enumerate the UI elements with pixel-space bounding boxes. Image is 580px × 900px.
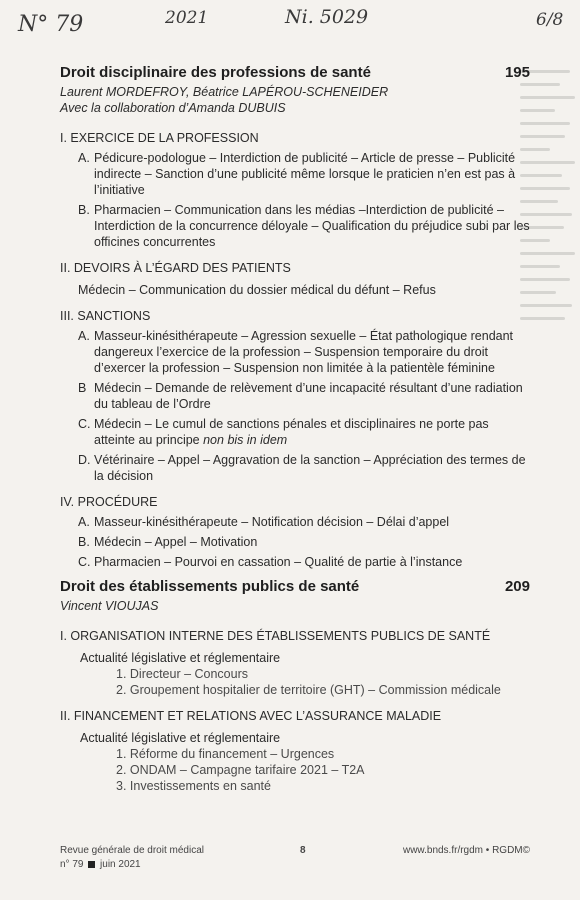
handwritten-note-issue: N° 79	[18, 12, 84, 37]
part-title: II. DEVOIRS À L’ÉGARD DES PATIENTS	[60, 261, 291, 275]
issue-info: n° 79 juin 2021	[60, 859, 141, 870]
toc-item: D. Vétérinaire – Appel – Aggravation de la sanction – Appréciation des termes de la décision	[78, 453, 526, 483]
section-title: Droit disciplinaire des professions de santé	[60, 64, 371, 81]
handwritten-note-fraction: 6/8	[536, 10, 564, 30]
footer-page-number: 8	[300, 845, 306, 856]
journal-name: Revue générale de droit médical	[60, 845, 204, 856]
section-page-number: 195	[504, 64, 530, 81]
section-authors: Vincent VIOUJAS	[60, 599, 159, 613]
part-title: III. SANCTIONS	[60, 309, 151, 323]
part-title: I. ORGANISATION INTERNE DES ÉTABLISSEMENTS PUBLICS DE SANTÉ	[60, 629, 491, 643]
toc-subitem: 1. Réforme du financement – Urgences	[116, 747, 335, 761]
journal-url: www.bnds.fr/rgdm • RGDM©	[402, 845, 530, 856]
subsection-title: Actualité législative et réglementaire	[80, 651, 281, 665]
toc-item: A. Masseur-kinésithérapeute – Notification décision – Délai d’appel	[78, 515, 450, 529]
toc-item: C. Médecin – Le cumul de sanctions pénales et disciplinaires ne porte pas atteinte au principe non bis in idem	[78, 417, 489, 447]
square-bullet-icon	[88, 861, 95, 868]
part-title: II. FINANCEMENT ET RELATIONS AVEC L’ASSURANCE MALADIE	[60, 709, 442, 723]
toc-section-public-establishments	[60, 578, 530, 794]
toc-subitem: 2. ONDAM – Campagne tarifaire 2021 – T2A	[116, 763, 365, 777]
handwritten-note-ref: Ni. 5029	[285, 6, 369, 28]
toc-item: B. Pharmacien – Communication dans les médias –Interdiction de publicité – Interdiction de la concurrence déloyale – Qualification du préjudice subi par les officines concurrentes	[78, 203, 530, 249]
subsection-title: Actualité législative et réglementaire	[80, 731, 281, 745]
toc-item: B Médecin – Demande de relèvement d’une incapacité résultant d’une radiation du tableau de l’Ordre	[78, 381, 523, 411]
toc-item: Médecin – Communication du dossier médical du défunt – Refus	[78, 283, 436, 297]
toc-item: B. Médecin – Appel – Motivation	[78, 535, 258, 549]
toc-item: A. Pédicure-podologue – Interdiction de publicité – Article de presse – Publicité indirecte – Sanction d’une publicité même lorsque le praticien n’en est pas à l’initiative	[78, 151, 516, 197]
section-title: Droit des établissements publics de santé	[60, 578, 360, 595]
toc-subitem: 3. Investissements en santé	[116, 779, 271, 793]
part-title: IV. PROCÉDURE	[60, 495, 158, 509]
handwritten-note-year: 2021	[165, 8, 209, 28]
toc-subitem: 1. Directeur – Concours	[116, 667, 249, 681]
section-page-number: 209	[504, 578, 530, 595]
toc-item: A. Masseur-kinésithérapeute – Agression sexuelle – État pathologique rendant dangereux l’exercice de la profession – Suspension temporaire du droit d’exercer la profession – Suspension non limitée à la patientèle féminine	[78, 329, 514, 375]
toc-item: C. Pharmacien – Pourvoi en cassation – Qualité de partie à l’instance	[78, 555, 463, 569]
part-title: I. EXERCICE DE LA PROFESSION	[60, 131, 259, 145]
toc-subitem: 2. Groupement hospitalier de territoire (GHT) – Commission médicale	[116, 683, 501, 697]
section-authors: Laurent MORDEFROY, Béatrice LAPÉROU-SCHENEIDER	[60, 85, 389, 99]
toc-section-disciplinary	[60, 64, 530, 570]
latin-phrase: non bis in idem	[203, 433, 288, 447]
section-collaboration: Avec la collaboration d’Amanda DUBUIS	[60, 101, 286, 115]
